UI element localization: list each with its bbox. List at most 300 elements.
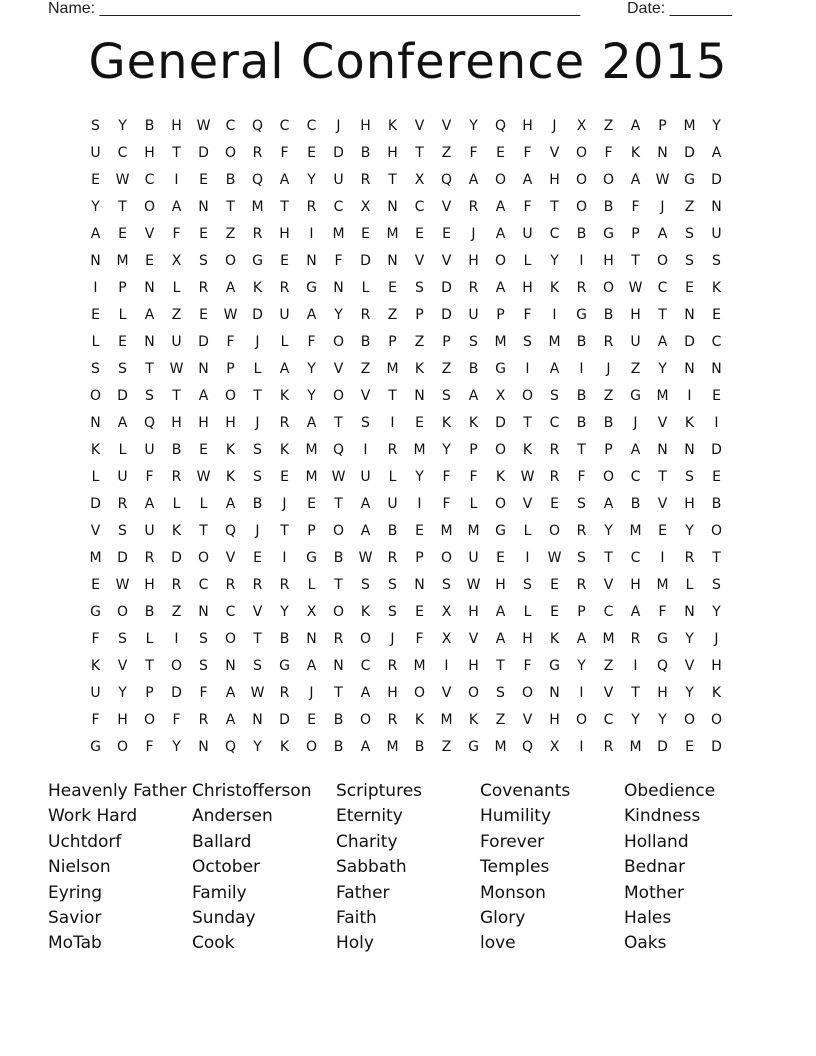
grid-letter[interactable]: L [118, 306, 127, 323]
grid-letter[interactable]: E [280, 252, 289, 269]
grid-letter[interactable]: N [198, 198, 209, 215]
grid-letter[interactable]: Y [712, 603, 721, 620]
grid-letter[interactable]: N [198, 738, 209, 755]
grid-letter[interactable]: U [711, 225, 722, 242]
grid-letter[interactable]: J [660, 198, 665, 215]
grid-letter[interactable]: K [279, 738, 290, 755]
grid-letter[interactable]: H [171, 414, 182, 431]
grid-letter[interactable]: R [387, 549, 398, 566]
grid-letter[interactable]: S [388, 576, 397, 593]
grid-letter[interactable]: B [576, 387, 587, 404]
grid-letter[interactable]: G [495, 522, 506, 539]
grid-letter[interactable]: R [306, 198, 317, 215]
grid-letter[interactable]: E [118, 333, 127, 350]
grid-letter[interactable]: A [603, 495, 614, 512]
grid-letter[interactable]: T [253, 630, 262, 647]
grid-letter[interactable]: V [441, 252, 452, 269]
grid-letter[interactable]: T [658, 468, 667, 485]
grid-letter[interactable]: M [467, 522, 480, 539]
grid-letter[interactable]: A [225, 495, 236, 512]
grid-letter[interactable]: D [171, 684, 182, 701]
grid-letter[interactable]: S [361, 576, 370, 593]
grid-letter[interactable]: S [523, 333, 532, 350]
grid-letter[interactable]: T [496, 657, 505, 674]
grid-letter[interactable]: H [225, 414, 236, 431]
grid-letter[interactable]: S [442, 576, 451, 593]
grid-letter[interactable]: R [144, 549, 155, 566]
grid-letter[interactable]: S [118, 360, 127, 377]
grid-letter[interactable]: F [172, 711, 181, 728]
grid-letter[interactable]: Y [631, 711, 640, 728]
grid-letter[interactable]: A [630, 117, 641, 134]
grid-letter[interactable]: K [711, 279, 722, 296]
grid-letter[interactable]: A [90, 225, 101, 242]
grid-letter[interactable]: U [90, 144, 101, 161]
grid-letter[interactable]: O [224, 252, 237, 269]
grid-letter[interactable]: I [525, 549, 530, 566]
grid-letter[interactable]: A [495, 198, 506, 215]
grid-letter[interactable]: G [252, 252, 263, 269]
grid-letter[interactable]: C [711, 333, 722, 350]
grid-letter[interactable]: V [414, 117, 425, 134]
grid-letter[interactable]: C [279, 117, 290, 134]
grid-letter[interactable]: O [575, 198, 588, 215]
grid-letter[interactable]: C [333, 198, 344, 215]
grid-letter[interactable]: O [413, 684, 426, 701]
grid-letter[interactable]: P [307, 522, 316, 539]
grid-letter[interactable]: A [306, 414, 317, 431]
grid-letter[interactable]: R [549, 468, 560, 485]
grid-letter[interactable]: S [145, 387, 154, 404]
grid-letter[interactable]: K [522, 441, 533, 458]
grid-letter[interactable]: D [333, 144, 344, 161]
grid-letter[interactable]: R [279, 279, 290, 296]
grid-letter[interactable]: T [280, 198, 289, 215]
grid-letter[interactable]: B [333, 738, 344, 755]
grid-letter[interactable]: D [657, 738, 668, 755]
grid-letter[interactable]: K [468, 414, 479, 431]
grid-letter[interactable]: M [332, 225, 345, 242]
grid-letter[interactable]: Z [495, 711, 506, 728]
grid-letter[interactable]: X [441, 630, 452, 647]
grid-letter[interactable]: T [253, 387, 262, 404]
grid-letter[interactable]: M [656, 576, 669, 593]
grid-letter[interactable]: R [603, 738, 614, 755]
grid-letter[interactable]: S [199, 252, 208, 269]
grid-letter[interactable]: S [253, 657, 262, 674]
grid-letter[interactable]: M [386, 225, 399, 242]
grid-letter[interactable]: V [414, 252, 425, 269]
grid-letter[interactable]: V [684, 657, 695, 674]
grid-letter[interactable]: Z [630, 360, 641, 377]
grid-letter[interactable]: F [442, 495, 451, 512]
grid-letter[interactable]: E [91, 171, 100, 188]
grid-letter[interactable]: M [386, 360, 399, 377]
grid-letter[interactable]: E [658, 522, 667, 539]
grid-letter[interactable]: B [468, 360, 479, 377]
grid-letter[interactable]: O [575, 144, 588, 161]
grid-letter[interactable]: A [711, 144, 722, 161]
grid-letter[interactable]: B [711, 495, 722, 512]
grid-letter[interactable]: I [444, 657, 449, 674]
grid-letter[interactable]: V [333, 360, 344, 377]
grid-letter[interactable]: H [495, 576, 506, 593]
grid-letter[interactable]: H [468, 657, 479, 674]
grid-letter[interactable]: P [415, 549, 424, 566]
grid-letter[interactable]: F [658, 603, 667, 620]
grid-letter[interactable]: N [333, 657, 344, 674]
grid-letter[interactable]: K [279, 387, 290, 404]
grid-letter[interactable]: K [630, 144, 641, 161]
grid-letter[interactable]: F [145, 468, 154, 485]
grid-letter[interactable]: K [90, 657, 101, 674]
grid-letter[interactable]: W [466, 576, 481, 593]
grid-letter[interactable]: O [494, 441, 507, 458]
grid-letter[interactable]: N [252, 711, 263, 728]
grid-letter[interactable]: E [550, 495, 559, 512]
grid-letter[interactable]: E [91, 576, 100, 593]
grid-letter[interactable]: R [603, 333, 614, 350]
grid-letter[interactable]: V [441, 117, 452, 134]
grid-letter[interactable]: F [523, 144, 532, 161]
grid-letter[interactable]: E [199, 225, 208, 242]
grid-letter[interactable]: R [576, 522, 587, 539]
grid-letter[interactable]: E [307, 711, 316, 728]
grid-letter[interactable]: T [334, 576, 343, 593]
grid-letter[interactable]: N [414, 576, 425, 593]
grid-letter[interactable]: V [603, 684, 614, 701]
grid-letter[interactable]: X [360, 198, 371, 215]
grid-letter[interactable]: U [171, 333, 182, 350]
grid-letter[interactable]: G [468, 738, 479, 755]
grid-letter[interactable]: X [306, 603, 317, 620]
grid-letter[interactable]: Y [685, 630, 694, 647]
grid-letter[interactable]: K [360, 603, 371, 620]
grid-letter[interactable]: B [576, 225, 587, 242]
date-field[interactable]: Date: _______ [627, 0, 732, 17]
grid-letter[interactable]: O [305, 738, 318, 755]
grid-letter[interactable]: G [576, 306, 587, 323]
grid-letter[interactable]: E [118, 225, 127, 242]
grid-letter[interactable]: D [684, 333, 695, 350]
grid-letter[interactable]: M [440, 522, 453, 539]
grid-letter[interactable]: F [577, 468, 586, 485]
grid-letter[interactable]: S [91, 117, 100, 134]
grid-letter[interactable]: A [657, 333, 668, 350]
grid-letter[interactable]: I [363, 441, 368, 458]
grid-letter[interactable]: Y [307, 387, 316, 404]
grid-letter[interactable]: L [280, 333, 289, 350]
grid-letter[interactable]: X [414, 171, 425, 188]
grid-letter[interactable]: R [252, 576, 263, 593]
grid-letter[interactable]: D [198, 333, 209, 350]
grid-letter[interactable]: T [604, 549, 613, 566]
grid-letter[interactable]: O [710, 711, 723, 728]
grid-letter[interactable]: O [467, 684, 480, 701]
grid-letter[interactable]: H [549, 171, 560, 188]
grid-letter[interactable]: A [576, 630, 587, 647]
grid-letter[interactable]: Y [658, 711, 667, 728]
grid-letter[interactable]: T [631, 684, 640, 701]
grid-letter[interactable]: I [660, 549, 665, 566]
grid-letter[interactable]: S [685, 252, 694, 269]
grid-letter[interactable]: S [388, 603, 397, 620]
grid-letter[interactable]: U [144, 522, 155, 539]
grid-letter[interactable]: O [359, 711, 372, 728]
grid-letter[interactable]: A [225, 711, 236, 728]
grid-letter[interactable]: K [90, 441, 101, 458]
grid-letter[interactable]: R [468, 198, 479, 215]
grid-letter[interactable]: G [306, 549, 317, 566]
grid-letter[interactable]: A [468, 171, 479, 188]
grid-letter[interactable]: I [174, 630, 179, 647]
grid-letter[interactable]: Y [469, 117, 478, 134]
grid-letter[interactable]: Y [118, 684, 127, 701]
grid-letter[interactable]: C [603, 603, 614, 620]
grid-letter[interactable]: B [144, 603, 155, 620]
grid-letter[interactable]: L [469, 495, 478, 512]
grid-letter[interactable]: T [145, 360, 154, 377]
grid-letter[interactable]: L [523, 252, 532, 269]
grid-letter[interactable]: R [117, 495, 128, 512]
grid-letter[interactable]: V [657, 495, 668, 512]
grid-letter[interactable]: T [226, 198, 235, 215]
grid-letter[interactable]: O [440, 549, 453, 566]
grid-letter[interactable]: S [253, 441, 262, 458]
grid-letter[interactable]: T [280, 522, 289, 539]
grid-letter[interactable]: C [630, 549, 641, 566]
grid-letter[interactable]: C [198, 576, 209, 593]
grid-letter[interactable]: F [91, 711, 100, 728]
grid-letter[interactable]: A [360, 495, 371, 512]
grid-letter[interactable]: I [579, 252, 584, 269]
grid-letter[interactable]: K [414, 711, 425, 728]
grid-letter[interactable]: I [633, 657, 638, 674]
grid-letter[interactable]: I [174, 171, 179, 188]
grid-letter[interactable]: R [360, 306, 371, 323]
grid-letter[interactable]: H [144, 576, 155, 593]
grid-letter[interactable]: N [387, 198, 398, 215]
grid-letter[interactable]: J [255, 522, 260, 539]
grid-letter[interactable]: T [550, 198, 559, 215]
grid-letter[interactable]: L [523, 603, 532, 620]
grid-letter[interactable]: Q [224, 522, 237, 539]
grid-letter[interactable]: E [442, 225, 451, 242]
grid-letter[interactable]: F [280, 144, 289, 161]
grid-letter[interactable]: O [170, 657, 183, 674]
grid-letter[interactable]: T [145, 657, 154, 674]
grid-letter[interactable]: S [685, 225, 694, 242]
grid-letter[interactable]: A [495, 225, 506, 242]
grid-letter[interactable]: I [579, 684, 584, 701]
grid-letter[interactable]: K [549, 630, 560, 647]
grid-letter[interactable]: F [145, 738, 154, 755]
grid-letter[interactable]: B [252, 495, 263, 512]
grid-letter[interactable]: J [309, 684, 314, 701]
grid-letter[interactable]: S [253, 468, 262, 485]
grid-letter[interactable]: A [144, 306, 155, 323]
grid-letter[interactable]: W [115, 576, 130, 593]
grid-letter[interactable]: F [523, 657, 532, 674]
grid-letter[interactable]: W [196, 468, 211, 485]
grid-letter[interactable]: H [198, 414, 209, 431]
grid-letter[interactable]: D [684, 144, 695, 161]
grid-letter[interactable]: A [630, 171, 641, 188]
grid-letter[interactable]: U [360, 468, 371, 485]
grid-letter[interactable]: P [577, 603, 586, 620]
grid-letter[interactable]: Y [550, 252, 559, 269]
grid-letter[interactable]: R [198, 711, 209, 728]
grid-letter[interactable]: B [333, 711, 344, 728]
grid-letter[interactable]: A [144, 495, 155, 512]
grid-letter[interactable]: N [657, 441, 668, 458]
grid-letter[interactable]: H [468, 603, 479, 620]
grid-letter[interactable]: O [332, 603, 345, 620]
grid-letter[interactable]: V [441, 198, 452, 215]
grid-letter[interactable]: M [656, 387, 669, 404]
grid-letter[interactable]: X [171, 252, 182, 269]
grid-letter[interactable]: U [333, 171, 344, 188]
grid-letter[interactable]: O [143, 711, 156, 728]
grid-letter[interactable]: O [683, 711, 696, 728]
grid-letter[interactable]: M [683, 117, 696, 134]
grid-letter[interactable]: C [414, 198, 425, 215]
grid-letter[interactable]: J [255, 414, 260, 431]
grid-letter[interactable]: D [711, 441, 722, 458]
grid-letter[interactable]: I [687, 387, 692, 404]
grid-letter[interactable]: V [657, 414, 668, 431]
grid-letter[interactable]: R [387, 657, 398, 674]
grid-letter[interactable]: V [117, 657, 128, 674]
grid-letter[interactable]: W [655, 171, 670, 188]
grid-letter[interactable]: N [198, 603, 209, 620]
grid-letter[interactable]: Q [656, 657, 669, 674]
grid-letter[interactable]: B [603, 198, 614, 215]
grid-letter[interactable]: S [91, 360, 100, 377]
grid-letter[interactable]: P [415, 306, 424, 323]
grid-letter[interactable]: N [333, 279, 344, 296]
grid-letter[interactable]: V [522, 711, 533, 728]
grid-letter[interactable]: J [714, 630, 719, 647]
grid-letter[interactable]: X [495, 387, 506, 404]
grid-letter[interactable]: N [684, 603, 695, 620]
grid-letter[interactable]: U [279, 306, 290, 323]
grid-letter[interactable]: U [144, 441, 155, 458]
grid-letter[interactable]: L [118, 441, 127, 458]
grid-letter[interactable]: W [223, 306, 238, 323]
grid-letter[interactable]: W [169, 360, 184, 377]
grid-letter[interactable]: S [523, 576, 532, 593]
grid-letter[interactable]: R [387, 441, 398, 458]
grid-letter[interactable]: O [116, 603, 129, 620]
grid-letter[interactable]: B [576, 414, 587, 431]
grid-letter[interactable]: I [579, 738, 584, 755]
grid-letter[interactable]: D [441, 306, 452, 323]
grid-letter[interactable]: Y [91, 198, 100, 215]
grid-letter[interactable]: E [685, 738, 694, 755]
grid-letter[interactable]: M [494, 333, 507, 350]
grid-letter[interactable]: M [305, 468, 318, 485]
grid-letter[interactable]: B [414, 738, 425, 755]
grid-letter[interactable]: A [306, 657, 317, 674]
grid-letter[interactable]: Z [441, 738, 452, 755]
grid-letter[interactable]: B [360, 144, 371, 161]
grid-letter[interactable]: W [250, 684, 265, 701]
grid-letter[interactable]: Y [280, 603, 289, 620]
grid-letter[interactable]: C [306, 117, 317, 134]
grid-letter[interactable]: Q [143, 414, 156, 431]
grid-letter[interactable]: P [658, 117, 667, 134]
grid-letter[interactable]: L [145, 630, 154, 647]
grid-letter[interactable]: D [198, 144, 209, 161]
grid-letter[interactable]: K [414, 360, 425, 377]
grid-letter[interactable]: O [602, 279, 615, 296]
grid-letter[interactable]: J [633, 414, 638, 431]
grid-letter[interactable]: W [547, 549, 562, 566]
grid-letter[interactable]: H [117, 711, 128, 728]
grid-letter[interactable]: R [252, 144, 263, 161]
grid-letter[interactable]: Y [685, 522, 694, 539]
grid-letter[interactable]: H [522, 279, 533, 296]
grid-letter[interactable]: K [171, 522, 182, 539]
grid-letter[interactable]: D [252, 306, 263, 323]
grid-letter[interactable]: T [334, 414, 343, 431]
grid-letter[interactable]: A [306, 306, 317, 323]
grid-letter[interactable]: H [387, 684, 398, 701]
grid-letter[interactable]: K [279, 441, 290, 458]
grid-letter[interactable]: S [199, 657, 208, 674]
grid-letter[interactable]: D [441, 279, 452, 296]
grid-letter[interactable]: O [521, 387, 534, 404]
name-field[interactable]: Name: ______________________________________________________ [48, 0, 581, 17]
grid-letter[interactable]: O [494, 252, 507, 269]
grid-letter[interactable]: F [604, 144, 613, 161]
grid-letter[interactable]: S [712, 576, 721, 593]
grid-letter[interactable]: A [360, 738, 371, 755]
grid-letter[interactable]: Y [307, 171, 316, 188]
grid-letter[interactable]: C [549, 225, 560, 242]
grid-letter[interactable]: Y [334, 306, 343, 323]
grid-letter[interactable]: R [279, 414, 290, 431]
grid-letter[interactable]: Y [118, 117, 127, 134]
grid-letter[interactable]: O [89, 387, 102, 404]
grid-letter[interactable]: Y [442, 441, 451, 458]
grid-letter[interactable]: C [225, 117, 236, 134]
grid-letter[interactable]: C [603, 711, 614, 728]
grid-letter[interactable]: B [333, 549, 344, 566]
grid-letter[interactable]: L [685, 576, 694, 593]
grid-letter[interactable]: H [522, 630, 533, 647]
grid-letter[interactable]: F [631, 198, 640, 215]
grid-letter[interactable]: H [171, 117, 182, 134]
grid-letter[interactable]: E [685, 279, 694, 296]
grid-letter[interactable]: W [520, 468, 535, 485]
grid-letter[interactable]: G [603, 225, 614, 242]
grid-letter[interactable]: E [550, 603, 559, 620]
grid-letter[interactable]: Z [171, 603, 182, 620]
grid-letter[interactable]: B [630, 495, 641, 512]
grid-letter[interactable]: J [255, 333, 260, 350]
grid-letter[interactable]: N [225, 657, 236, 674]
grid-letter[interactable]: A [225, 684, 236, 701]
grid-letter[interactable]: V [522, 495, 533, 512]
grid-letter[interactable]: R [549, 441, 560, 458]
grid-letter[interactable]: A [360, 522, 371, 539]
grid-letter[interactable]: S [496, 684, 505, 701]
grid-letter[interactable]: D [711, 738, 722, 755]
grid-letter[interactable]: I [282, 549, 287, 566]
grid-letter[interactable]: H [549, 711, 560, 728]
